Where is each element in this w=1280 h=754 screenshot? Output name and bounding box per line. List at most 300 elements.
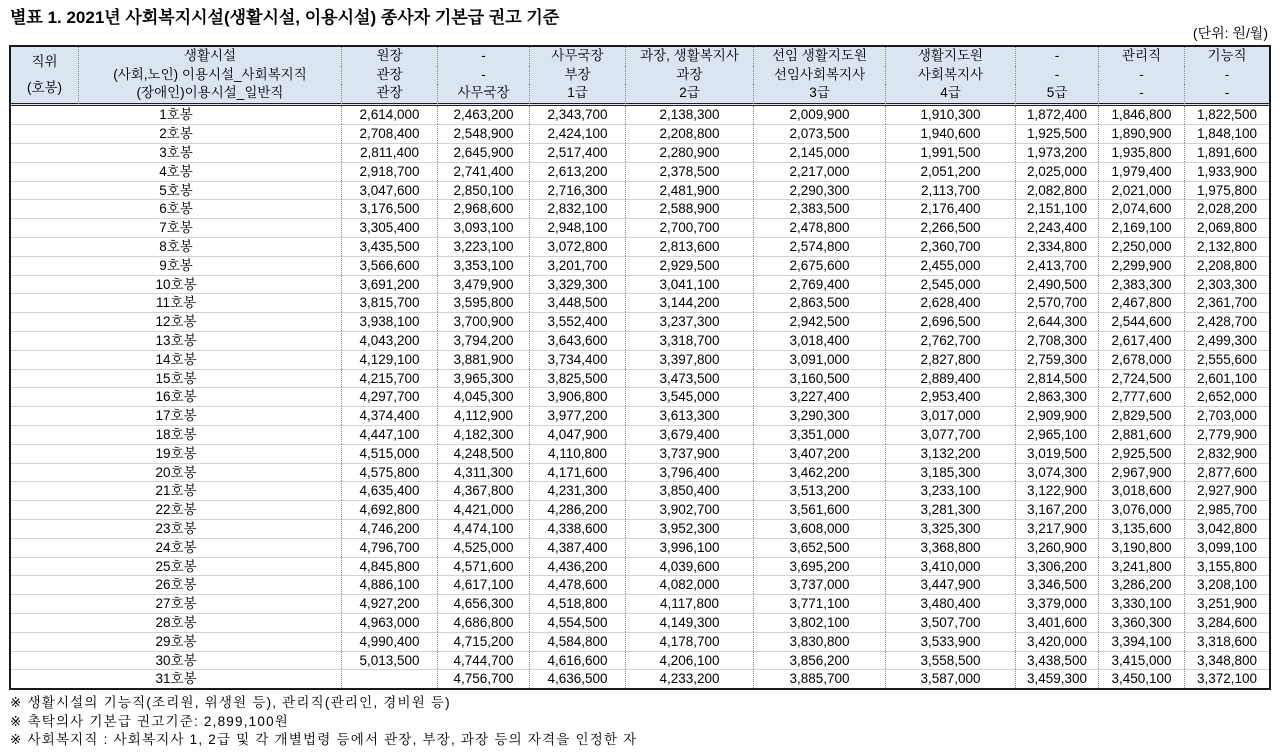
salary-cell: 2,243,400: [1016, 218, 1099, 237]
header-cell: (사회,노인) 이용시설_사회복지직: [79, 66, 342, 85]
salary-cell: 4,436,200: [530, 557, 626, 576]
salary-cell: 2,360,700: [886, 237, 1016, 256]
salary-cell: 3,450,100: [1099, 669, 1185, 688]
salary-cell: 4,616,600: [530, 651, 626, 670]
step-label: 24호봉: [11, 538, 342, 557]
salary-cell: 2,025,000: [1016, 162, 1099, 181]
salary-cell: 4,715,200: [438, 632, 530, 651]
salary-cell: 2,863,300: [1016, 387, 1099, 406]
salary-cell: 4,233,200: [626, 669, 754, 688]
salary-cell: 1,910,300: [886, 106, 1016, 125]
salary-cell: 3,435,500: [342, 237, 438, 256]
salary-cell: 4,045,300: [438, 387, 530, 406]
salary-cell: 3,281,300: [886, 500, 1016, 519]
table-row: [11, 425, 1269, 444]
salary-cell: 3,190,800: [1099, 538, 1185, 557]
header-cell: 선임사회복지사: [754, 66, 886, 85]
salary-cell: 3,410,000: [886, 557, 1016, 576]
salary-cell: 3,737,900: [626, 444, 754, 463]
table-header: [11, 47, 1269, 106]
salary-cell: 3,737,000: [754, 575, 886, 594]
salary-cell: 2,814,500: [1016, 369, 1099, 388]
step-label: 9호봉: [11, 256, 342, 275]
salary-cell: 3,019,500: [1016, 444, 1099, 463]
salary-cell: 4,796,700: [342, 538, 438, 557]
salary-cell: 4,182,300: [438, 425, 530, 444]
step-label: 14호봉: [11, 350, 342, 369]
salary-cell: 4,374,400: [342, 406, 438, 425]
salary-cell: 3,041,100: [626, 275, 754, 294]
header-cell: -: [1099, 66, 1185, 85]
salary-cell: 2,021,000: [1099, 181, 1185, 200]
salary-cell: 3,227,400: [754, 387, 886, 406]
salary-cell: 2,832,100: [530, 199, 626, 218]
header-cell: 5급: [1016, 84, 1099, 106]
salary-cell: 2,708,400: [342, 124, 438, 143]
salary-cell: 3,815,700: [342, 293, 438, 312]
salary-cell: 2,073,500: [754, 124, 886, 143]
step-label: 12호봉: [11, 312, 342, 331]
salary-cell: 3,566,600: [342, 256, 438, 275]
salary-cell: 2,383,300: [1099, 275, 1185, 294]
document-title: 별표 1. 2021년 사회복지시설(생활시설, 이용시설) 종사자 기본급 권고 기준: [10, 8, 560, 27]
salary-cell: 2,555,600: [1185, 350, 1269, 369]
header-cell: -: [1185, 66, 1269, 85]
salary-cell: 4,367,800: [438, 481, 530, 500]
salary-cell: 3,996,100: [626, 538, 754, 557]
footnote: ※ 촉탁의사 기본급 권고기준: 2,899,100원: [10, 713, 290, 729]
salary-cell: 5,013,500: [342, 651, 438, 670]
salary-cell: 3,545,000: [626, 387, 754, 406]
salary-cell: 2,545,000: [886, 275, 1016, 294]
salary-cell: 3,018,600: [1099, 481, 1185, 500]
salary-cell: 3,902,700: [626, 500, 754, 519]
salary-cell: 2,675,600: [754, 256, 886, 275]
salary-cell: 3,448,500: [530, 293, 626, 312]
salary-cell: 4,047,900: [530, 425, 626, 444]
salary-cell: 2,829,500: [1099, 406, 1185, 425]
table-row: [11, 519, 1269, 538]
salary-cell: 4,117,800: [626, 594, 754, 613]
step-label: 3호봉: [11, 143, 342, 162]
step-label: 25호봉: [11, 557, 342, 576]
table-body: [11, 106, 1269, 689]
salary-cell: 2,927,900: [1185, 481, 1269, 500]
header-cell: 관장: [342, 84, 438, 106]
salary-cell: 2,965,100: [1016, 425, 1099, 444]
salary-cell: 1,848,100: [1185, 124, 1269, 143]
salary-cell: 2,082,800: [1016, 181, 1099, 200]
step-label: 21호봉: [11, 481, 342, 500]
header-row: [11, 84, 1269, 106]
salary-cell: 4,039,600: [626, 557, 754, 576]
step-label: 11호봉: [11, 293, 342, 312]
salary-cell: 4,311,300: [438, 463, 530, 482]
salary-cell: 3,260,900: [1016, 538, 1099, 557]
header-cell: 원장: [342, 47, 438, 66]
salary-cell: 2,548,900: [438, 124, 530, 143]
salary-cell: 3,938,100: [342, 312, 438, 331]
salary-cell: 3,850,400: [626, 481, 754, 500]
salary-cell: 1,846,800: [1099, 106, 1185, 125]
salary-cell: 2,009,900: [754, 106, 886, 125]
salary-cell: 2,909,900: [1016, 406, 1099, 425]
table-row: [11, 500, 1269, 519]
salary-cell: 3,856,200: [754, 651, 886, 670]
salary-cell: 3,695,200: [754, 557, 886, 576]
salary-cell: 3,479,900: [438, 275, 530, 294]
table-row: [11, 331, 1269, 350]
table-row: [11, 613, 1269, 632]
salary-cell: 1,973,200: [1016, 143, 1099, 162]
salary-cell: 2,769,400: [754, 275, 886, 294]
salary-cell: 2,645,900: [438, 143, 530, 162]
salary-cell: 2,069,800: [1185, 218, 1269, 237]
salary-cell: 3,734,400: [530, 350, 626, 369]
step-label: 6호봉: [11, 199, 342, 218]
salary-cell: 2,762,700: [886, 331, 1016, 350]
table-row: [11, 181, 1269, 200]
salary-cell: 4,636,500: [530, 669, 626, 688]
salary-cell: 3,208,100: [1185, 575, 1269, 594]
step-label: 19호봉: [11, 444, 342, 463]
salary-cell: 4,656,300: [438, 594, 530, 613]
step-label: 23호봉: [11, 519, 342, 538]
step-label: 1호봉: [11, 106, 342, 125]
salary-cell: 2,074,600: [1099, 199, 1185, 218]
salary-cell: 2,628,400: [886, 293, 1016, 312]
salary-cell: 3,379,000: [1016, 594, 1099, 613]
salary-cell: 3,830,800: [754, 632, 886, 651]
step-label: 20호봉: [11, 463, 342, 482]
salary-cell: 3,306,200: [1016, 557, 1099, 576]
salary-cell: 3,643,600: [530, 331, 626, 350]
salary-cell: 3,072,800: [530, 237, 626, 256]
salary-cell: 3,561,600: [754, 500, 886, 519]
salary-cell: 3,346,500: [1016, 575, 1099, 594]
step-label: 31호봉: [11, 669, 342, 688]
salary-cell: 2,741,400: [438, 162, 530, 181]
step-label: 2호봉: [11, 124, 342, 143]
salary-cell: 2,889,400: [886, 369, 1016, 388]
step-label: 17호봉: [11, 406, 342, 425]
header-cell: -: [1099, 84, 1185, 106]
salary-cell: 4,248,500: [438, 444, 530, 463]
salary-cell: 2,777,600: [1099, 387, 1185, 406]
table-row: [11, 218, 1269, 237]
step-label: 7호봉: [11, 218, 342, 237]
salary-cell: 4,617,100: [438, 575, 530, 594]
salary-cell: 2,863,500: [754, 293, 886, 312]
salary-cell: 3,286,200: [1099, 575, 1185, 594]
header-cell: 과장: [626, 66, 754, 85]
salary-cell: 2,499,300: [1185, 331, 1269, 350]
table-row: [11, 199, 1269, 218]
salary-cell: 2,925,500: [1099, 444, 1185, 463]
salary-cell: 3,135,600: [1099, 519, 1185, 538]
salary-cell: 2,424,100: [530, 124, 626, 143]
salary-cell: 3,329,300: [530, 275, 626, 294]
salary-cell: 3,185,300: [886, 463, 1016, 482]
salary-cell: 4,474,100: [438, 519, 530, 538]
salary-cell: 3,885,700: [754, 669, 886, 688]
salary-cell: 4,112,900: [438, 406, 530, 425]
salary-cell: 2,588,900: [626, 199, 754, 218]
salary-cell: 3,613,300: [626, 406, 754, 425]
salary-cell: 2,696,500: [886, 312, 1016, 331]
salary-cell: 3,167,200: [1016, 500, 1099, 519]
salary-cell: 3,318,700: [626, 331, 754, 350]
salary-cell: 3,368,800: [886, 538, 1016, 557]
header-cell: -: [438, 47, 530, 66]
salary-cell: 3,176,500: [342, 199, 438, 218]
table-row: [11, 444, 1269, 463]
header-cell: 과장, 생활복지사: [626, 47, 754, 66]
header-cell: 부장: [530, 66, 626, 85]
header-cell: 사무국장: [438, 84, 530, 106]
salary-cell: 2,463,200: [438, 106, 530, 125]
salary-cell: 4,149,300: [626, 613, 754, 632]
table-row: [11, 293, 1269, 312]
salary-cell: 1,872,400: [1016, 106, 1099, 125]
salary-cell: 2,208,800: [626, 124, 754, 143]
step-label: 5호봉: [11, 181, 342, 200]
salary-cell: 2,678,000: [1099, 350, 1185, 369]
salary-cell: 2,877,600: [1185, 463, 1269, 482]
header-cell: 기능직: [1185, 47, 1269, 66]
step-label: 13호봉: [11, 331, 342, 350]
header-row: [11, 66, 1269, 85]
salary-cell: 3,351,000: [754, 425, 886, 444]
salary-cell: 4,635,400: [342, 481, 438, 500]
salary-cell: 3,201,700: [530, 256, 626, 275]
table-row: [11, 481, 1269, 500]
salary-cell: 2,383,500: [754, 199, 886, 218]
salary-cell: 4,575,800: [342, 463, 438, 482]
table-row: [11, 106, 1269, 125]
salary-cell: 3,237,300: [626, 312, 754, 331]
salary-cell: 3,251,900: [1185, 594, 1269, 613]
header-stub-label: 직위: [31, 53, 58, 69]
salary-cell: 2,176,400: [886, 199, 1016, 218]
salary-cell: 3,076,000: [1099, 500, 1185, 519]
step-label: 16호봉: [11, 387, 342, 406]
salary-cell: 4,171,600: [530, 463, 626, 482]
salary-cell: 3,348,800: [1185, 651, 1269, 670]
salary-cell: 4,515,000: [342, 444, 438, 463]
salary-cell: 1,975,800: [1185, 181, 1269, 200]
salary-cell: 2,918,700: [342, 162, 438, 181]
salary-cell: 3,394,100: [1099, 632, 1185, 651]
table-row: [11, 350, 1269, 369]
salary-cell: 4,571,600: [438, 557, 530, 576]
header-cell: (장애인)이용시설_일반직: [79, 84, 342, 106]
header-cell: 선임 생활지도원: [754, 47, 886, 66]
salary-cell: 2,779,900: [1185, 425, 1269, 444]
header-cell: -: [1016, 66, 1099, 85]
step-label: 29호봉: [11, 632, 342, 651]
salary-cell: 4,297,700: [342, 387, 438, 406]
salary-cell: 2,574,800: [754, 237, 886, 256]
salary-cell: 3,325,300: [886, 519, 1016, 538]
header-cell: -: [438, 66, 530, 85]
step-label: 22호봉: [11, 500, 342, 519]
salary-cell: 2,703,000: [1185, 406, 1269, 425]
salary-cell: 4,886,100: [342, 575, 438, 594]
step-label: 4호봉: [11, 162, 342, 181]
table-row: [11, 237, 1269, 256]
salary-cell: 2,138,300: [626, 106, 754, 125]
salary-cell: 2,953,400: [886, 387, 1016, 406]
salary-cell: 2,644,300: [1016, 312, 1099, 331]
salary-cell: 3,480,400: [886, 594, 1016, 613]
salary-cell: 3,796,400: [626, 463, 754, 482]
salary-cell: [342, 669, 438, 688]
salary-cell: 2,478,800: [754, 218, 886, 237]
salary-cell: 4,206,100: [626, 651, 754, 670]
salary-cell: 2,724,500: [1099, 369, 1185, 388]
salary-cell: 3,241,800: [1099, 557, 1185, 576]
header-cell: 3급: [754, 84, 886, 106]
salary-cell: 3,513,200: [754, 481, 886, 500]
salary-cell: 1,925,500: [1016, 124, 1099, 143]
header-row: [11, 47, 1269, 66]
salary-cell: 3,042,800: [1185, 519, 1269, 538]
header-cell: 2급: [626, 84, 754, 106]
salary-cell: 2,617,400: [1099, 331, 1185, 350]
salary-cell: 3,047,600: [342, 181, 438, 200]
salary-cell: 2,334,800: [1016, 237, 1099, 256]
salary-cell: 3,018,400: [754, 331, 886, 350]
salary-cell: 4,387,400: [530, 538, 626, 557]
step-label: 8호봉: [11, 237, 342, 256]
table-row: [11, 387, 1269, 406]
salary-cell: 2,613,200: [530, 162, 626, 181]
table-row: [11, 406, 1269, 425]
salary-cell: 2,169,100: [1099, 218, 1185, 237]
salary-cell: 3,223,100: [438, 237, 530, 256]
salary-cell: 1,933,900: [1185, 162, 1269, 181]
salary-cell: 2,716,300: [530, 181, 626, 200]
salary-cell: 3,091,000: [754, 350, 886, 369]
header-cell: -: [1016, 47, 1099, 66]
table-row: [11, 312, 1269, 331]
salary-cell: 2,481,900: [626, 181, 754, 200]
salary-cell: 3,160,500: [754, 369, 886, 388]
salary-cell: 3,473,500: [626, 369, 754, 388]
salary-cell: 3,217,900: [1016, 519, 1099, 538]
header-cell: 1급: [530, 84, 626, 106]
salary-cell: 2,378,500: [626, 162, 754, 181]
salary-cell: 2,881,600: [1099, 425, 1185, 444]
salary-cell: 2,428,700: [1185, 312, 1269, 331]
step-label: 30호봉: [11, 651, 342, 670]
salary-cell: 4,584,800: [530, 632, 626, 651]
salary-cell: 3,587,000: [886, 669, 1016, 688]
salary-cell: 3,074,300: [1016, 463, 1099, 482]
salary-cell: 3,802,100: [754, 613, 886, 632]
salary-cell: 3,906,800: [530, 387, 626, 406]
salary-cell: 2,570,700: [1016, 293, 1099, 312]
salary-cell: 4,338,600: [530, 519, 626, 538]
salary-cell: 2,467,800: [1099, 293, 1185, 312]
step-label: 18호봉: [11, 425, 342, 444]
salary-cell: 4,692,800: [342, 500, 438, 519]
salary-cell: 3,794,200: [438, 331, 530, 350]
salary-cell: 3,407,200: [754, 444, 886, 463]
table-row: [11, 651, 1269, 670]
salary-cell: 4,525,000: [438, 538, 530, 557]
salary-cell: 4,421,000: [438, 500, 530, 519]
salary-cell: 2,145,000: [754, 143, 886, 162]
salary-cell: 2,290,300: [754, 181, 886, 200]
salary-cell: 3,122,900: [1016, 481, 1099, 500]
salary-cell: 4,043,200: [342, 331, 438, 350]
salary-cell: 3,420,000: [1016, 632, 1099, 651]
salary-cell: 2,929,500: [626, 256, 754, 275]
salary-cell: 3,825,500: [530, 369, 626, 388]
header-cell: 생활시설: [79, 47, 342, 66]
salary-cell: 3,558,500: [886, 651, 1016, 670]
salary-cell: 3,608,000: [754, 519, 886, 538]
salary-cell: 2,759,300: [1016, 350, 1099, 369]
salary-cell: 3,700,900: [438, 312, 530, 331]
header-cell: -: [1185, 84, 1269, 106]
header-cell: 4급: [886, 84, 1016, 106]
salary-cell: 3,132,200: [886, 444, 1016, 463]
salary-cell: 3,155,800: [1185, 557, 1269, 576]
salary-cell: 3,144,200: [626, 293, 754, 312]
salary-cell: 1,935,800: [1099, 143, 1185, 162]
salary-cell: 2,266,500: [886, 218, 1016, 237]
salary-cell: 2,850,100: [438, 181, 530, 200]
salary-cell: 1,979,400: [1099, 162, 1185, 181]
header-stub-label: (호봉): [26, 79, 63, 95]
table-row: [11, 632, 1269, 651]
salary-cell: 2,968,600: [438, 199, 530, 218]
salary-cell: 2,361,700: [1185, 293, 1269, 312]
salary-cell: 4,990,400: [342, 632, 438, 651]
salary-cell: 3,679,400: [626, 425, 754, 444]
salary-cell: 3,330,100: [1099, 594, 1185, 613]
salary-cell: 2,832,900: [1185, 444, 1269, 463]
salary-cell: 2,028,200: [1185, 199, 1269, 218]
salary-cell: 3,952,300: [626, 519, 754, 538]
salary-table: [9, 45, 1271, 690]
salary-cell: 4,518,800: [530, 594, 626, 613]
salary-cell: 3,290,300: [754, 406, 886, 425]
salary-cell: 1,890,900: [1099, 124, 1185, 143]
salary-cell: 3,401,600: [1016, 613, 1099, 632]
salary-cell: 3,533,900: [886, 632, 1016, 651]
salary-cell: 3,459,300: [1016, 669, 1099, 688]
salary-cell: 3,397,800: [626, 350, 754, 369]
salary-cell: 4,845,800: [342, 557, 438, 576]
salary-cell: 3,652,500: [754, 538, 886, 557]
salary-cell: 3,077,700: [886, 425, 1016, 444]
salary-cell: 3,438,500: [1016, 651, 1099, 670]
salary-cell: 4,478,600: [530, 575, 626, 594]
table-row: [11, 275, 1269, 294]
header-cell: 사회복지사: [886, 66, 1016, 85]
salary-cell: 2,343,700: [530, 106, 626, 125]
salary-cell: 4,110,800: [530, 444, 626, 463]
salary-cell: 4,447,100: [342, 425, 438, 444]
salary-cell: 2,967,900: [1099, 463, 1185, 482]
step-label: 27호봉: [11, 594, 342, 613]
salary-cell: 2,942,500: [754, 312, 886, 331]
salary-cell: 3,233,100: [886, 481, 1016, 500]
